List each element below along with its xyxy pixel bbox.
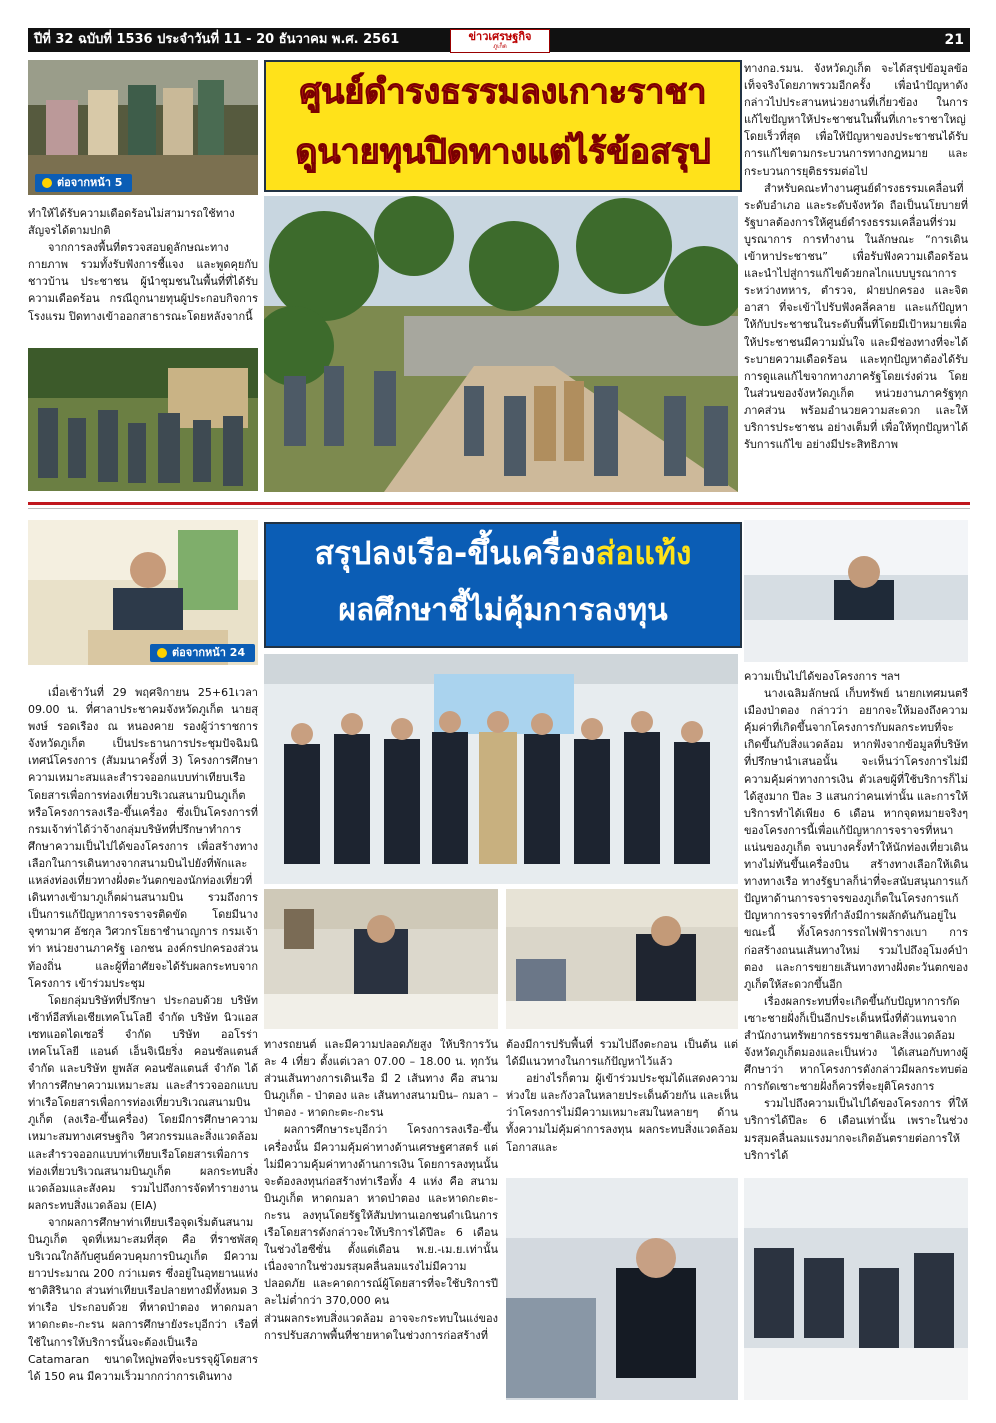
photo-crowd-gathering-image: [28, 348, 258, 491]
photo-road-inspection: [264, 196, 738, 492]
photo-audience-image: [744, 1178, 968, 1400]
story1-right-paragraph: ทางกอ.รมน. จังหวัดภูเก็ต จะได้สรุปข้อมูลข้อเท็จจริงโดยภาพรวมอีกครั้ง เพื่อนำปัญหาดังกล่าวไปประสานหน่วยงานที่เกี่ยวข้อง ในการแก้ไขปัญหาให้ประชาชนในพื้นที่เกาะราชาใหญ่ โดยเร็วที่สุด เพื่อให้ปัญหาของประชาชนได้รับการแก้ไขตามกระบวนการทางกฎหมาย และกระบวนการยุติธรรมต่อไป: [744, 62, 968, 178]
continued-badge-page5[interactable]: [35, 174, 132, 192]
photo-seminar-speaker: [744, 520, 968, 662]
headline-story2-line1: [266, 524, 740, 582]
story1-right-paragraph: สำหรับคณะทำงานศูนย์ดำรงธรรมเคลื่อนที่ระดับอำเภอ และระดับจังหวัด ถือเป็นนโยบายที่รัฐบาลต้องการให้ศูนย์ดำรงธรรมเคลื่อนที่ร่วมบูรณาการ การทำงาน ในลักษณะ “การเดินเข้าหาประชาชน” เพื่อรับฟังความเดือดร้อน และนำไปสู่การแก้ไขด้วยกลไกแบบบูรณาการระหว่างทหาร, ตำรวจ, ฝ่ายปกครอง และจิตอาสา ที่จะเข้าไปรับฟังคลี่คลาย และแก้ปัญหาให้กับประชาชนในระดับพื้นที่โดยมีเป้าหมายเพื่อให้ประชาชนมีความมั่นใจ และมีช่องทางที่จะได้ระบายความเดือดร้อน และทุกปัญหาต้องได้รับการดูแลแก้ไขจากทางภาครัฐโดยเร่งด่วน โดยในส่วนของจังหวัดภูเก็ต หน่วยงานภาครัฐทุกภาคส่วน พร้อมอำนวยความสะดวก และให้บริการประชาชน อย่างเต็มที่ เพื่อให้ทุกปัญหาได้รับการแก้ไข อย่างมีประสิทธิภาพ: [744, 181, 968, 452]
story2-col2-text: [264, 1036, 498, 1402]
headline-story1-line2: ดูนายทุนปิดทางแต่ไร้ข้อสรุป: [295, 132, 711, 172]
masthead-logo: [450, 29, 550, 53]
story2-col2-paragraph: ผลการศึกษาระบุอีกว่า โครงการลงเรือ-ขึ้นเครื่องนั้น มีความคุ้มค่าทางด้านเศรษฐศาสตร์ แต่ไม่มีความคุ้มค่าทางด้านการเงิน โดยการลงทุนนั้นจะต้องลงทุนก่อสร้างท่าเรือทั้ง 4 แห่ง คือ สนามบินภูเก็ต หาดกมลา หาดป่าตอง และหาดกะตะ-กะรน ลงทุนโดยรัฐให้สัมปทานเอกชนดำเนินการ เรือโดยสารดังกล่าวจะให้บริการได้ปีละ 6 เดือน ในช่วงไฮซีซั่น ตั้งแต่เดือน พ.ย.-เม.ย.เท่านั้น เนื่องจากในช่วงมรสุมคลื่นลมแรงไม่มีความปลอดภัย และคาดการณ์ผู้โดยสารที่จะใช้บริการปีละไม่ต่ำกว่า 370,000 คน: [264, 1123, 498, 1308]
logo-sub: ภูเก็ต: [493, 43, 507, 50]
page-number: 21: [944, 32, 964, 48]
photo-meeting-discussion-2-image: [506, 889, 738, 1029]
photo-audience: [744, 1178, 968, 1400]
story2-col4-text: [744, 668, 968, 1174]
headline-story2-line2: ผลศึกษาชี้ไม่คุ้มการลงทุน: [338, 593, 668, 628]
photo-meeting-discussion-2: [506, 889, 738, 1029]
story-divider-red: [28, 502, 970, 505]
story2-col3-text: [506, 1036, 738, 1172]
photo-woman-speaking: [506, 1178, 738, 1400]
photo-seminar-speaker-image: [744, 520, 968, 662]
story2-col1-paragraph: โดยกลุ่มบริษัทที่ปรึกษา ประกอบด้วย บริษัทเซ้าท์อีสท์เอเชียเทคโนโลยี จำกัด บริษัท นิวแอสเซทแอดไดเซอรี่ จำกัด บริษัท ออโรร่า เทคโนโลยี แอนด์ เอ็นจิเนียริ่ง คอนซัลแตนส์ จำกัด และบริษัท ยูพลัส คอนซัลแตนส์ จำกัด ได้ทำการศึกษาความเหมาะสม และสำรวจออกแบบท่าเรือโดยสารเพื่อการท่องเที่ยวบริเวณสนามบินภูเก็ต (ลงเรือ-ขึ้นเครื่อง) โดยมีการศึกษาความเหมาะสมทางเศรษฐกิจ วิศวกรรมและสิ่งแวดล้อมและสำรวจออกแบบท่าเทียบเรือโดยสารเพื่อการท่องเที่ยวบริเวณสนามบินภูเก็ต ผลกระทบสิ่งแวดล้อมและสังคม รวมไปถึงการจัดทำรายงานผลกระทบสิ่งแวดล้อม (EIA): [28, 993, 258, 1212]
headline-box-story2: [264, 522, 742, 648]
continued-badge-label: ต่อจากหน้า 24: [172, 646, 246, 659]
logo-main: ข่าวเศรษฐกิจ: [468, 30, 532, 43]
story2-col4-paragraph: เรื่องผลกระทบที่จะเกิดขึ้นกับปัญหาการกัดเซาะชายฝั่งก็เป็นอีกประเด็นหนึ่งที่ตัวแทนจากสำนักงานทรัพยากรธรรมชาติและสิ่งแวดล้อมจังหวัดภูเก็ตมองและเป็นห่วง ได้เสนอกับทางผู้ศึกษาว่า หากโครงการดังกล่าวมีผลกระทบต่อการกัดเซาะชายฝั่งก็ควรที่จะยุติโครงการ: [744, 994, 968, 1094]
story1-left-paragraph: จากการลงพื้นที่ตรวจสอบดูลักษณะทางกายภาพ รวมทั้งรับฟังการชี้แจง และพูดคุยกับชาวบ้าน ประชาชน ผู้นำชุมชนในพื้นที่ที่ได้รับความเดือดร้อน กรณีถูกนายทุนผู้ประกอบกิจการโรงแรม ปิดทางเข้าออกสาธารณะโดยหลังจากนี้: [28, 241, 258, 323]
story2-col2-paragraph: ทางรถยนต์ และมีความปลอดภัยสูง ให้บริการวันละ 4 เที่ยว ตั้งแต่เวลา 07.00 – 18.00 น. ทุกวัน ส่วนเส้นทางการเดินเรือ มี 2 เส้นทาง คือ สนามบินภูเก็ต - ป่าตอง และ เส้นทางสนามบิน– กมลา – ป่าตอง - หาดกะตะ-กะรน: [264, 1038, 498, 1120]
story2-col4-paragraph: รวมไปถึงความเป็นไปได้ของโครงการ ที่ให้บริการได้ปีละ 6 เดือนเท่านั้น เพราะในช่วงมรสุมคลื่นลมแรงมากจะเกิดอันตรายต่อการให้บริการได้: [744, 1097, 968, 1162]
photo-crowd-gathering: [28, 348, 258, 491]
story2-col4-paragraph: นางเฉลิมลักษณ์ เก็บทรัพย์ นายกเทศมนตรีเมืองป่าตอง กล่าวว่า อยากจะให้มองถึงความคุ้มค่าที่เกิดขึ้นจากโครงการกับผลกระทบที่จะเกิดขึ้นกับสิ่งแวดล้อม หากฟังจากข้อมูลที่บริษัทที่ปรึกษานำเสนอนั้น จะเห็นว่าโครงการไม่มีความคุ้มค่าทางการเงิน ตัวเลขผู้ที่ใช้บริการก็ไม่ได้สูงมาก ปีละ 3 แสนกว่าคนเท่านั้น และการให้บริการทำได้เพียง 6 เดือน หากจุดหมายจริงๆ ของโครงการนี้เพื่อแก้ปัญหาการจราจรที่หนาแน่นของภูเก็ต จนบางครั้งทำให้นักท่องเที่ยวเดินทางไม่ทันขึ้นเครื่องบิน สร้างทางเลือกให้เดินทางทางเรือ ทางรัฐบาลก็น่าที่จะสนับสนุนการแก้ปัญหาด้านการจราจรของภูเก็ตในโครงการแก้ปัญหาการจราจรที่กำลังมีการผลักดันกันอยู่ในขณะนี้ ทั้งโครงการรถไฟฟ้ารางเบา การก่อสร้างถนนเส้นทางใหม่ รวมไปถึงอุโมงค์ป่าตอง และการขยายเส้นทางทางฝั่งตะวันตกของภูเก็ตให้สะดวกขึ้นอีก: [744, 687, 968, 991]
story2-col1-text: [28, 684, 258, 1402]
story2-col1-paragraph: จากผลการศึกษาท่าเทียบเรือจุดเริ่มต้นสนามบินภูเก็ต จุดที่เหมาะสมที่สุด คือ ที่ราชพัสดุบริเวณใกล้กับศูนย์ควบคุมการบินภูเก็ต มีความยาวประมาณ 200 กว่าเมตร ซึ่งอยู่ในอุทยานแห่งชาติสิรินาถ ส่วนท่าเทียบเรือปลายทางมีทั้งหมด 3 ท่าเรือ ประกอบด้วย ที่หาดป่าตอง หาดกมลา หาดกะตะ-กะรน ผลการศึกษายังระบุอีกว่า เรือที่ใช้ในการให้บริการนั้นจะต้องเป็นเรือ Catamaran ขนาดใหญ่พอที่จะบรรจุผู้โดยสารได้ 150 คน มีความเร็วมากกว่าการเดินทาง: [28, 1215, 258, 1383]
continued-badge-label: ต่อจากหน้า 5: [57, 176, 123, 189]
headline-story2-line1-accent: ส่อแท้ง: [595, 534, 692, 572]
photo-group-participants: [264, 654, 738, 884]
photo-group-participants-image: [264, 654, 738, 884]
photo-road-inspection-image: [264, 196, 738, 492]
story-divider-grey: [28, 508, 970, 509]
headline-box-story1: [264, 60, 742, 192]
story2-col1-paragraph: เมื่อเช้าวันที่ 29 พฤศจิกายน 25+61เวลา 09.00 น. ที่ศาลาประชาคมจังหวัดภูเก็ต นายสุพงษ์ รอดเรือง ณ หนองคาย รองผู้ว่าราชการจังหวัดภูเก็ต เป็นประธานการประชุมปัจฉิมนิเทศน์โครงการ (สัมมนาครั้งที่ 3) โครงการศึกษาความเหมาะสมและสำรวจออกแบบท่าเทียบเรือโดยสารเพื่อการท่องเที่ยวบริเวณสนามบินภูเก็ต หรือโครงการลงเรือ-ขึ้นเครื่อง ซึ่งเป็นโครงการที่กรมเจ้าท่าได้ว่าจ้างกลุ่มบริษัทที่ปรึกษาทำการศึกษาความเป็นไปได้ของโครงการ เพื่อสร้างทางเลือกในการเดินทางจากสนามบินไปยังที่พักและแหล่งท่องเที่ยวทางฝั่งตะวันตกของนักท่องเที่ยวที่เดินทางเข้ามาภูเก็ตผ่านสนามบิน รวมถึงการเป็นการแก้ปัญหาการจราจรติดขัด โดยมีนางจุฑามาศ อัชกุล วิศวกรโยธาชำนาญการ กรมเจ้าท่า หน่วยงานภาครัฐ เอกชน องค์กรปกครองส่วนท้องถิ่น และผู้ที่อาศัยจะได้รับผลกระทบจากโครงการ เข้าร่วมประชุม: [28, 686, 258, 990]
issue-info: ปีที่ 32 ฉบับที่ 1536 ประจำวันที่ 11 - 20 ธันวาคม พ.ศ. 2561: [34, 32, 400, 47]
continued-badge-page24[interactable]: [150, 644, 255, 662]
headline-story2-line1-main: สรุปลงเรือ-ขึ้นเครื่อง: [314, 534, 596, 572]
story2-col3-paragraph: ต้องมีการปรับพื้นที่ รวมไปถึงตะกอน เป็นต้น แต่ได้มีแนวทางในการแก้ปัญหาไว้แล้ว: [506, 1038, 738, 1069]
story2-col4-paragraph: ความเป็นไปได้ของโครงการ ฯลฯ: [744, 670, 900, 683]
story1-left-text: [28, 205, 258, 343]
photo-meeting-discussion-1-image: [264, 889, 498, 1029]
story1-left-paragraph: ทำให้ได้รับความเดือดร้อนไม่สามารถใช้ทางสัญจรได้ตามปกติ: [28, 207, 235, 238]
photo-meeting-discussion-1: [264, 889, 498, 1029]
story2-col3-paragraph: อย่างไรก็ตาม ผู้เข้าร่วมประชุมได้แสดงความห่วงใย และกังวลในหลายประเด็นด้วยกัน และเห็นว่าโครงการไม่มีความเหมาะสมในหลายๆ ด้าน ทั้งความไม่คุ้มค่าการลงทุน ผลกระทบสิ่งแวดล้อม โอกาสและ: [506, 1072, 738, 1154]
headline-story1-line1: ศูนย์ดำรงธรรมลงเกาะราชา: [299, 72, 707, 112]
photo-woman-speaking-image: [506, 1178, 738, 1400]
story1-right-text: [744, 60, 968, 495]
story2-col2-paragraph: ส่วนผลกระทบสิ่งแวดล้อม อาจจะกระทบในแง่ของการปรับสภาพพื้นที่ชายหาดในช่วงการก่อสร้างที่: [264, 1311, 498, 1342]
